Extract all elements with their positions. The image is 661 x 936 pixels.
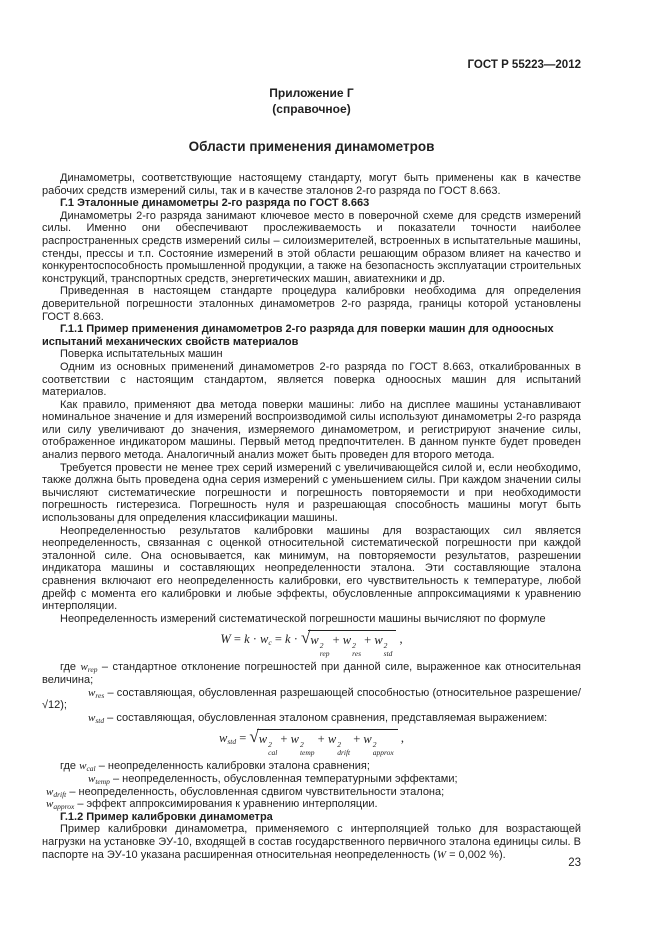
formula: $w_{std}$ = √ w 2 cal + w 2 temp + w 2 drift + w 2 approx , bbox=[219, 727, 404, 757]
paragraph: $w_{res}$ – составляющая, обусловленная разрешающей способностью (относительное разрешение/√12); bbox=[42, 686, 581, 712]
radicand: w 2 cal + w 2 temp + w 2 drift + w 2 approx bbox=[257, 729, 398, 756]
sqrt-radical bbox=[249, 729, 397, 756]
paragraph: $w_{drift}$ – неопределенность, обусловленная сдвигом чувствительности эталона; bbox=[46, 785, 445, 799]
formula: $W = k \cdot w_c = k$ · √ w 2 rep + w 2 res + w 2 std , bbox=[220, 628, 403, 658]
document-code: ГОСТ Р 55223—2012 bbox=[467, 59, 581, 71]
paragraph: Как правило, применяют два метода поверки машины: либо на дисплее машины устанавливают номинальное значение и для измерений воспроизводимой силы используют динамометры 2-го разряда или силу увеличивают до значения, измеряемого динамометром, и регистрируют значение силы, отображенное индикатором машины. Первый метод предпочтителен. В данном пункте будет проведен анализ первого метода. Аналогичный анализ может быть проведен для второго метода. bbox=[42, 398, 581, 462]
sqrt-radical bbox=[301, 630, 396, 657]
paragraph: Динамометры, соответствующие настоящему стандарту, могут быть применены как в качестве рабочих средств измерений силы, так и в качестве эталонов 2-го разряда по ГОСТ 8.663. bbox=[42, 172, 581, 197]
section-heading: Г.1 Эталонные динамометры 2-го разряда по ГОСТ 8.663 bbox=[60, 197, 370, 210]
paragraph: Динамометры 2-го разряда занимают ключевое место в поверочной схеме для средств измерений силы. Именно они обеспечивают прослеживаемость и показатели точности наиболее распространенных средств измерений силы – силоизмерителей, встроенных в испытательные машины, стенды, прессы и т.п. Состояние измерений в этой области решающим образом влияет на качество и конкурентоспособность промышленной продукции, а также на безопасность эксплуатации строительных конструкций, транспортных средств, энергетических машин, авиатехники и др. bbox=[42, 209, 581, 285]
page-number: 23 bbox=[568, 857, 581, 869]
paragraph: $w_{std}$ – составляющая, обусловленная эталоном сравнения, представляемая выражением: bbox=[88, 711, 548, 725]
paragraph: Поверка испытательных машин bbox=[60, 348, 223, 361]
paragraph: где $w_{cal}$ – неопределенность калибровки эталона сравнения; bbox=[60, 760, 370, 774]
radical-sign: √ bbox=[249, 727, 259, 747]
paragraph: Требуется провести не менее трех серий измерений с увеличивающейся силой и, если необходимо, также должна быть проведена одна серия измерений с уменьшением силы. При каждом значении силы вычисляют систематические погрешности и погрешность повторяемости и при необходимости погрешность гистерезиса. Погрешность нуля и разрешающая способность машины могут быть использованы для определения классификации машины. bbox=[42, 461, 581, 525]
paragraph: Приведенная в настоящем стандарте процедура калибровки необходима для определения доверительной погрешности эталонных динамометров 2-го разряда, границы которой установлены ГОСТ 8.663. bbox=[42, 285, 581, 323]
paragraph: Пример калибровки динамометра, применяемого с интерполяцией только для возрастающей нагрузки на установке ЭУ-10, входящей в состав государственного первичного эталона единицы силы. В паспорте на ЭУ-10 указана расширенная относительная неопределенность (W = 0,002 %). bbox=[42, 823, 581, 861]
radical-sign: √ bbox=[301, 628, 311, 648]
paragraph: Неопределенностью результатов калибровки машины для возрастающих сил является неопределенность, связанная с оценкой относительной систематической погрешности при каждой эталонной силе. Она основывается, как минимум, на повторяемости результатов, разрешении индикатора машины и составляющих неопределенности эталона. Эти составляющие эталона сравнения включают его неопределенность калибровки, его чувствительность к температуре, любой дрейф с момента его калибровки и любые эффекты, обусловленные аппроксимациями к уравнению интерполяции. bbox=[42, 524, 581, 613]
paragraph: Одним из основных применений динамометров 2-го разряда по ГОСТ 8.663, откалиброванных в соответствии с настоящим стандартом, является поверка одноосных машин для испытаний материалов. bbox=[42, 360, 581, 399]
radicand: w 2 rep + w 2 res + w 2 std bbox=[308, 630, 396, 657]
paragraph: $w_{temp}$ – неопределенность, обусловленная температурными эффектами; bbox=[88, 772, 458, 786]
appendix-title: Приложение Г bbox=[269, 86, 354, 100]
paragraph: где $w_{rep}$ – стандартное отклонение погрешностей при данной силе, выраженное как относительная величина; bbox=[42, 661, 581, 686]
document-body bbox=[42, 172, 581, 861]
paragraph: $w_{approx}$ – эффект аппроксимирования к уравнению интерполяции. bbox=[46, 798, 378, 812]
appendix-subtitle: (справочное) bbox=[272, 102, 351, 116]
section-heading: Г.1.2 Пример калибровки динамометра bbox=[60, 810, 273, 823]
paragraph: Неопределенность измерений систематической погрешности машины вычисляют по формуле bbox=[60, 612, 546, 625]
section-heading: Г.1.1 Пример применения динамометров 2-го разряда для поверки машин для одноосных испытаний механических свойств материалов bbox=[42, 323, 554, 348]
page-title: Области применения динамометров bbox=[188, 139, 435, 154]
